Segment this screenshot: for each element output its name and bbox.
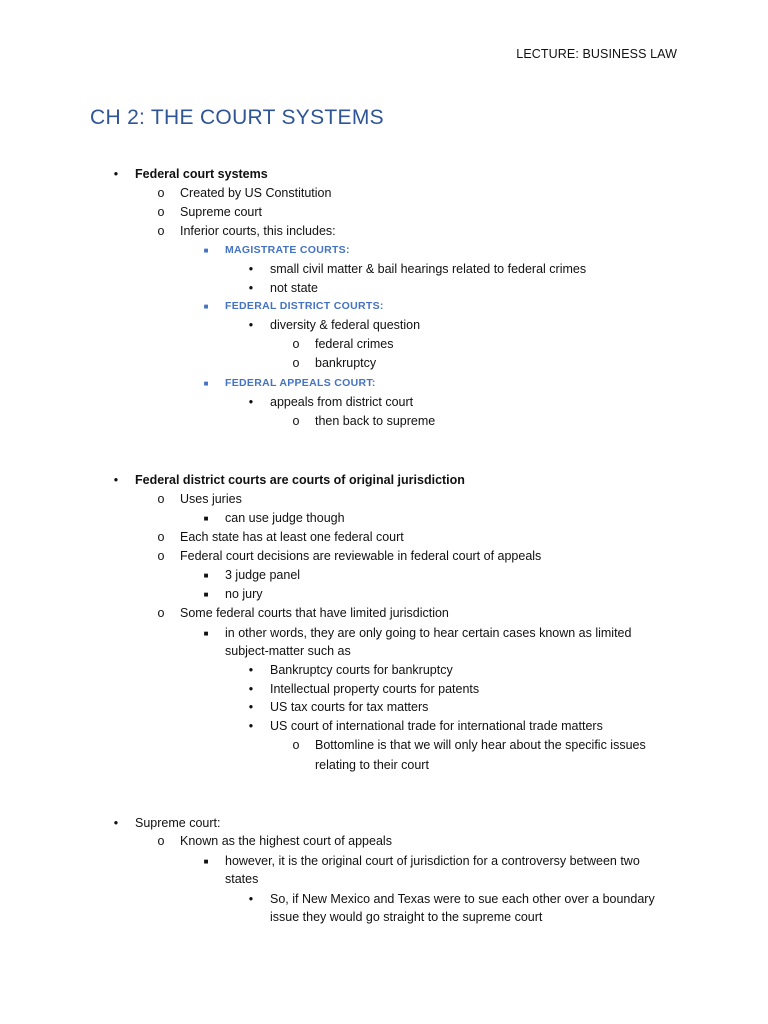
outline-item-level-3 [0,642,708,661]
outline-item-level-2 [0,203,708,222]
outline-item-level-3 [0,870,708,889]
bullet-marker: • [248,700,254,714]
outline-item-text: no jury [225,587,263,601]
circle-marker: o [157,186,165,200]
circle-marker: o [157,205,165,219]
outline-item-level-1 [0,814,708,833]
bullet-marker: • [248,892,254,906]
outline-item-text: US court of international trade for international trade matters [270,719,603,733]
outline-item-text: Federal court decisions are reviewable in federal court of appeals [180,549,542,563]
bullet-marker: • [248,281,254,295]
outline-item-text: MAGISTRATE COURTS: [225,244,350,256]
outline-item-level-2 [0,832,708,851]
outline-item-level-4 [0,393,708,412]
circle-marker: o [157,834,165,848]
outline-item-text: Supreme court [180,205,262,219]
outline-item-text: So, if New Mexico and Texas were to sue each other over a boundary [270,892,655,906]
outline-item-level-2 [0,490,708,509]
outline-item-level-5 [0,412,708,431]
outline-item-level-5 [0,354,708,373]
outline-item-level-4 [0,698,708,717]
outline-item-text: can use judge though [225,511,345,525]
outline-item-level-3 [0,585,708,604]
outline-item-text: bankruptcy [315,356,377,370]
outline-item-level-4 [0,717,708,736]
circle-marker: o [157,549,165,563]
outline-item-text: Created by US Constitution [180,186,332,200]
outline-item-level-4 [0,279,708,298]
circle-marker: o [292,337,300,351]
outline-item-level-1 [0,165,708,184]
circle-marker: o [292,414,300,428]
outline-item-level-3 [0,241,708,260]
outline-item-text: states [225,872,259,886]
circle-marker: o [157,224,165,238]
circle-marker: o [157,606,165,620]
circle-marker: o [292,356,300,370]
outline-item-level-2 [0,604,708,623]
outline-item-level-3 [0,624,708,643]
outline-item-text: 3 judge panel [225,568,301,582]
bullet-marker: • [113,816,119,830]
outline-item-text: not state [270,281,318,295]
circle-marker: o [292,738,300,752]
outline-item-level-1 [0,471,708,490]
outline-item-text: Supreme court: [135,816,221,830]
bullet-marker: • [248,262,254,276]
outline-item-level-3 [0,566,708,585]
square-marker: ■ [203,571,209,580]
outline-item-level-5 [0,736,708,755]
circle-marker: o [157,492,165,506]
square-marker: ■ [203,302,209,311]
outline-item-text: however, it is the original court of jurisdiction for a controversy between two [225,854,640,868]
bullet-marker: • [248,682,254,696]
outline-item-level-4 [0,680,708,699]
outline-item-text: in other words, they are only going to hear certain cases known as limited [225,626,632,640]
outline-item-text: diversity & federal question [270,318,421,332]
outline-item-text: issue they would go straight to the supreme court [270,910,543,924]
outline-item-level-4 [0,260,708,279]
bullet-marker: • [113,167,119,181]
square-marker: ■ [203,246,209,255]
square-marker: ■ [203,629,209,638]
outline-item-text: subject-matter such as [225,644,351,658]
outline-item-text: Known as the highest court of appeals [180,834,392,848]
outline-item-text: Federal district courts are courts of original jurisdiction [135,473,465,487]
outline-item-level-3 [0,297,708,316]
circle-marker: o [157,530,165,544]
outline-item-text: Bankruptcy courts for bankruptcy [270,663,453,677]
outline-item-text: federal crimes [315,337,394,351]
bullet-marker: • [113,473,119,487]
outline-item-level-2 [0,184,708,203]
document-title: CH 2: THE COURT SYSTEMS [90,106,384,129]
outline-item-text: Some federal courts that have limited jurisdiction [180,606,449,620]
bullet-marker: • [248,663,254,677]
square-marker: ■ [203,590,209,599]
outline-item-level-2 [0,547,708,566]
outline-item-level-5 [0,756,708,775]
outline-item-text: Federal court systems [135,167,268,181]
bullet-marker: • [248,395,254,409]
outline-item-level-4 [0,661,708,680]
outline-item-text: appeals from district court [270,395,414,409]
outline-item-text: Inferior courts, this includes: [180,224,336,238]
outline-item-text: then back to supreme [315,414,436,428]
outline-item-text: small civil matter & bail hearings related to federal crimes [270,262,587,276]
outline-item-level-2 [0,528,708,547]
outline-item-text: Intellectual property courts for patents [270,682,480,696]
outline-item-level-2 [0,222,708,241]
square-marker: ■ [203,857,209,866]
outline-item-level-3 [0,852,708,871]
outline-item-text: Bottomline is that we will only hear about the specific issues [315,738,646,752]
outline-item-level-4 [0,890,708,909]
outline-item-text: US tax courts for tax matters [270,700,429,714]
outline-item-text: FEDERAL APPEALS COURT: [225,377,376,389]
document-header: LECTURE: BUSINESS LAW [516,47,677,61]
bullet-marker: • [248,719,254,733]
outline-item-level-4 [0,316,708,335]
square-marker: ■ [203,514,209,523]
outline-item-level-3 [0,374,708,393]
outline-item-text: FEDERAL DISTRICT COURTS: [225,300,384,312]
outline-item-text: Each state has at least one federal court [180,530,404,544]
outline-item-level-5 [0,335,708,354]
outline-item-text: relating to their court [315,758,429,772]
bullet-marker: • [248,318,254,332]
outline-item-level-3 [0,509,708,528]
outline-item-text: Uses juries [180,492,242,506]
square-marker: ■ [203,379,209,388]
outline-item-level-4 [0,908,708,927]
